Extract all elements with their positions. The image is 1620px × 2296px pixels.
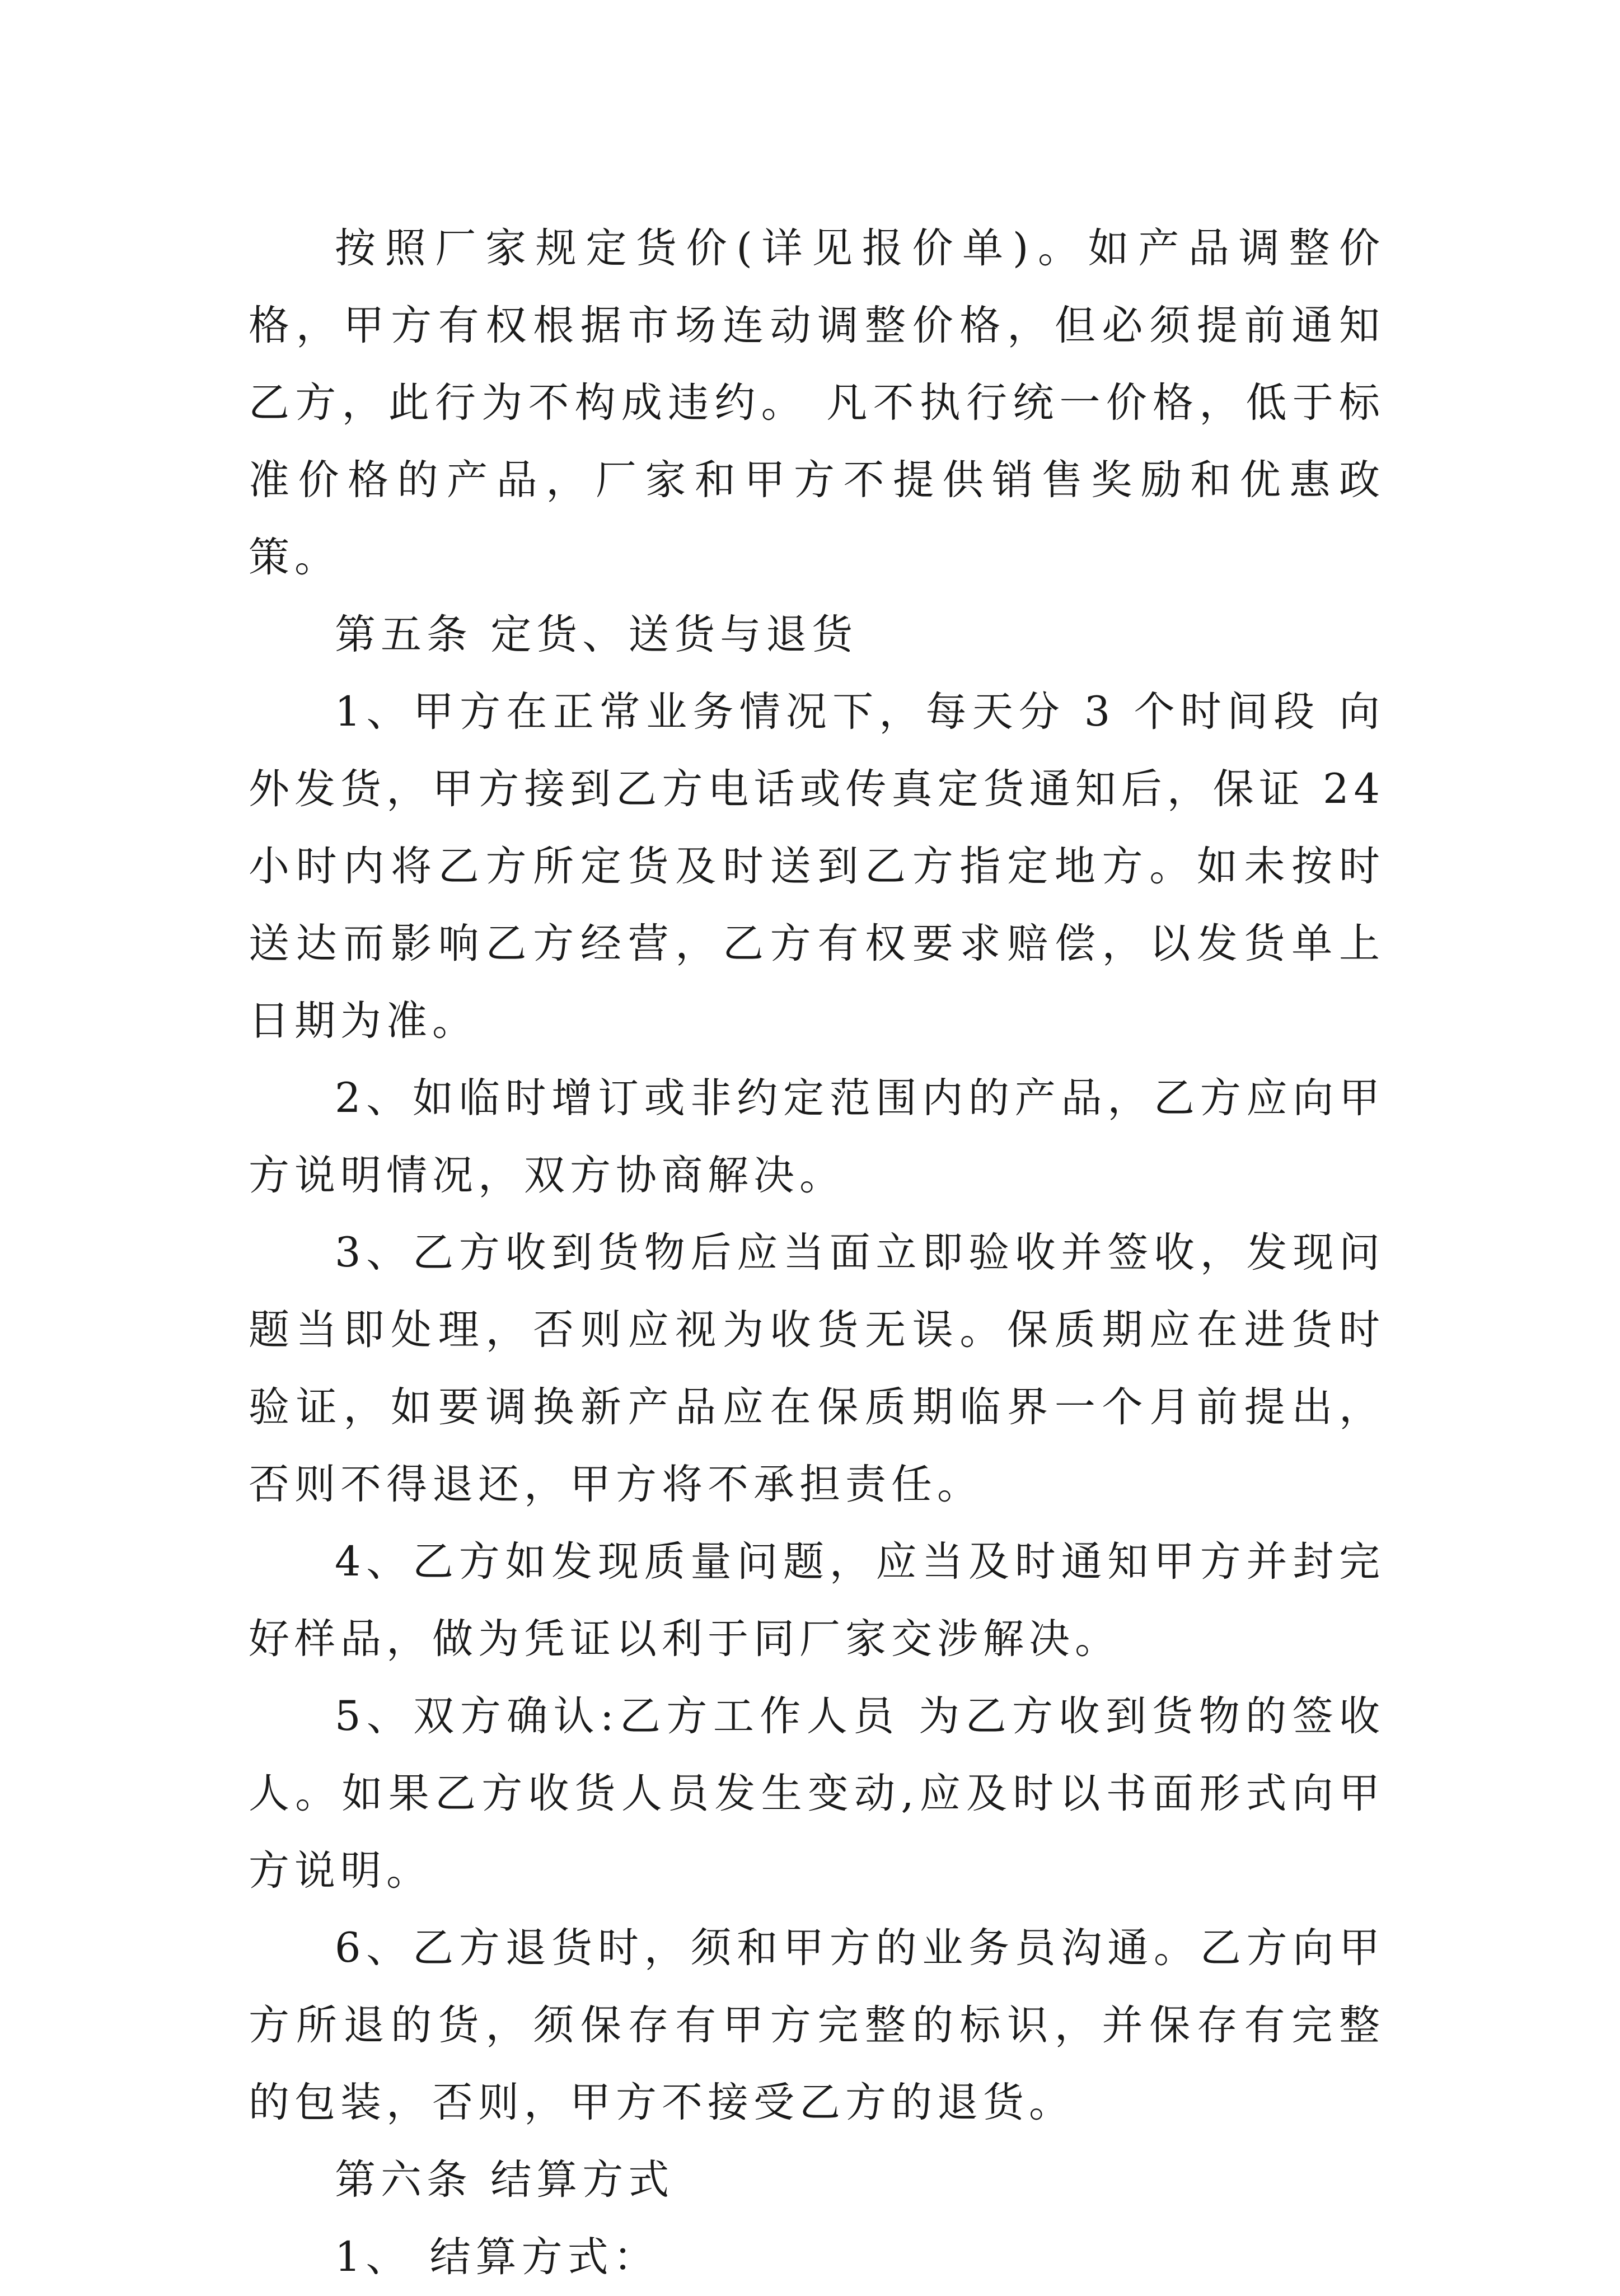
paragraph-pricing: 按照厂家规定货价(详见报价单)。如产品调整价格，甲方有权根据市场连动调整价格，但必须提前通知乙方，此行为不构成违约。 凡不执行统一价格，低于标准价格的产品，厂家和甲方不提供销售奖励和优惠政策。 (249, 225, 1385, 581)
paragraph-settlement-1: 1、 结算方式： (335, 2233, 659, 2281)
paragraph-item-6: 6、乙方退货时，须和甲方的业务员沟通。乙方向甲方所退的货，须保存有甲方完整的标识，并保存有完整的包装，否则，甲方不接受乙方的退货。 (249, 1924, 1385, 2126)
document-body (249, 210, 1385, 2296)
paragraph-item-2: 2、如临时增订或非约定范围内的产品，乙方应向甲方说明情况，双方协商解决。 (249, 1074, 1385, 1199)
section-heading-article-5: 第五条 定货、送货与退货 (335, 611, 858, 658)
section-heading-article-6: 第六条 结算方式 (335, 2156, 675, 2204)
paragraph-item-3: 3、乙方收到货物后应当面立即验收并签收，发现问题当即处理，否则应视为收货无误。保质期应在进货时验证，如要调换新产品应在保质期临界一个月前提出，否则不得退还，甲方将不承担责任。 (249, 1229, 1385, 1508)
paragraph-item-4: 4、乙方如发现质量问题，应当及时通知甲方并封完好样品，做为凭证以利于同厂家交涉解决。 (249, 1538, 1385, 1663)
paragraph-item-1: 1、甲方在正常业务情况下，每天分 3 个时间段 向外发货，甲方接到乙方电话或传真定货通知后，保证 24 小时内将乙方所定货及时送到乙方指定地方。如未按时送达而影响乙方经营，乙方有权要求赔偿，以发货单上日期为准。 (249, 688, 1385, 1045)
paragraph-item-5: 5、双方确认:乙方工作人员 为乙方收到货物的签收人。如果乙方收货人员发生变动,应及时以书面形式向甲方说明。 (249, 1692, 1385, 1895)
